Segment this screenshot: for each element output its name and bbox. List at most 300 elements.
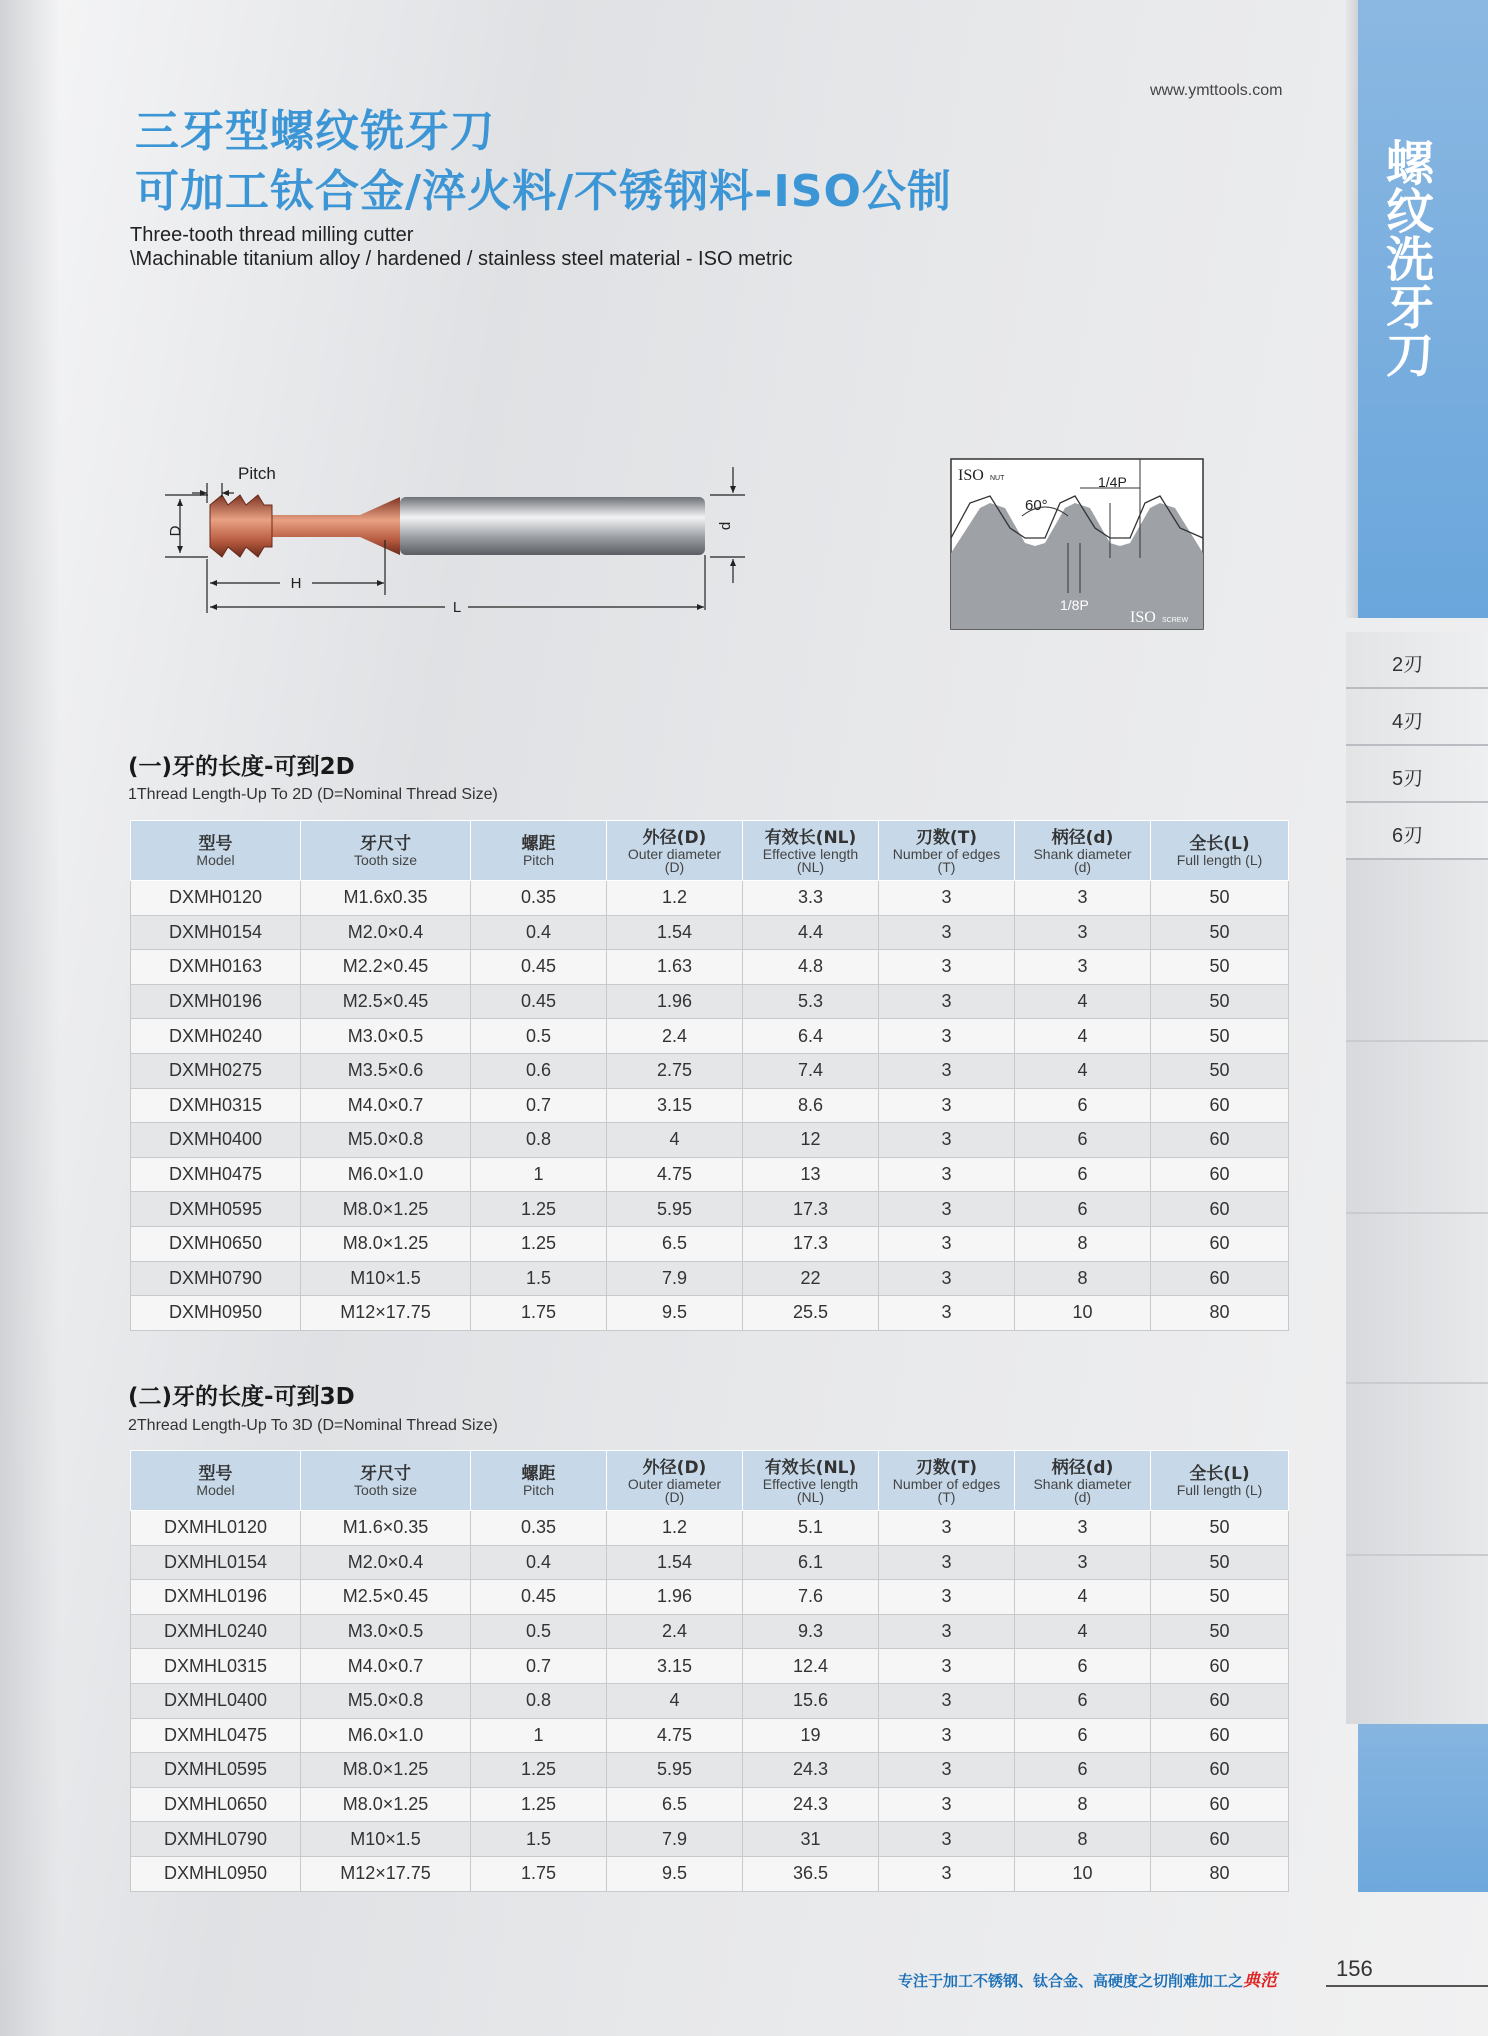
- sidebar-title: 螺纹洗牙刀: [1385, 136, 1434, 384]
- table-cell: DXMH0196: [131, 984, 301, 1019]
- sidebar-strip: [1346, 1040, 1488, 1212]
- table-cell: 19: [743, 1718, 879, 1753]
- section2-subtitle: 2Thread Length-Up To 3D (D=Nominal Thread Size): [128, 1417, 498, 1434]
- column-header-zh: 型号: [198, 1464, 233, 1484]
- iso-thread-profile-diagram: [950, 458, 1205, 630]
- table-cell: 3.3: [743, 881, 879, 916]
- column-header: [301, 821, 471, 881]
- table-cell: 6.5: [607, 1226, 743, 1261]
- table-cell: 8: [1015, 1822, 1151, 1857]
- table-cell: DXMH0275: [131, 1053, 301, 1088]
- table-cell: 6: [1015, 1192, 1151, 1227]
- table-cell: 0.7: [471, 1088, 607, 1123]
- table-cell: DXMH0595: [131, 1192, 301, 1227]
- outer-diameter-label: D: [167, 525, 184, 537]
- section2-title: (二)牙的长度-可到3D: [128, 1384, 355, 1410]
- column-header-zh: 全长(L): [1189, 834, 1250, 854]
- eighth-pitch-label: 1/8P: [1060, 597, 1089, 613]
- column-header: [607, 1451, 743, 1511]
- table-cell: 50: [1151, 1053, 1289, 1088]
- table-cell: 4: [1015, 1614, 1151, 1649]
- table-cell: 6.4: [743, 1019, 879, 1054]
- table-cell: 1.2: [607, 1511, 743, 1546]
- table-cell: M6.0×1.0: [301, 1157, 471, 1192]
- sidebar-bottom-block: [1358, 1724, 1488, 1892]
- column-header-unit: (D): [664, 858, 685, 875]
- column-header-en: Tooth size: [353, 1482, 418, 1498]
- iso-nut-sub: NUT: [990, 475, 1005, 482]
- table-cell: 80: [1151, 1296, 1289, 1331]
- table-cell: 4: [607, 1123, 743, 1158]
- column-header-en: Model: [196, 1482, 235, 1498]
- table-cell: 60: [1151, 1683, 1289, 1718]
- table-cell: 4: [607, 1683, 743, 1718]
- table-cell: 31: [743, 1822, 879, 1857]
- table-cell: M12×17.75: [301, 1856, 471, 1891]
- table-cell: 3: [879, 1822, 1015, 1857]
- table-cell: M2.0×0.4: [301, 1545, 471, 1580]
- table-cell: 3: [879, 915, 1015, 950]
- table-cell: 1.63: [607, 950, 743, 985]
- column-header-zh: 刃数(T): [915, 827, 978, 848]
- table-cell: 3: [1015, 1511, 1151, 1546]
- table-cell: DXMHL0790: [131, 1822, 301, 1857]
- spec-table-2d: [130, 820, 1289, 1331]
- table-row: [131, 1545, 1289, 1580]
- table-cell: DXMH0154: [131, 915, 301, 950]
- column-header-zh: 型号: [198, 834, 233, 854]
- table-cell: 1.54: [607, 1545, 743, 1580]
- column-header: [471, 821, 607, 881]
- table-cell: 2.75: [607, 1053, 743, 1088]
- table-cell: 3: [879, 1614, 1015, 1649]
- table-cell: 9.5: [607, 1296, 743, 1331]
- column-header-en: Shank diameter: [1033, 1475, 1132, 1492]
- page-title-line1: 三牙型螺纹铣牙刀: [135, 106, 495, 157]
- table-cell: 3: [879, 1856, 1015, 1891]
- table-cell: DXMHL0650: [131, 1787, 301, 1822]
- table-cell: M8.0×1.25: [301, 1226, 471, 1261]
- table-cell: 3: [879, 1787, 1015, 1822]
- table-row: [131, 1123, 1289, 1158]
- table-cell: 60: [1151, 1157, 1289, 1192]
- column-header-zh: 有效长(NL): [764, 1457, 857, 1478]
- column-header-en: Number of edges: [892, 1475, 1001, 1492]
- table-cell: 0.4: [471, 915, 607, 950]
- table-cell: 60: [1151, 1261, 1289, 1296]
- page-edge-shadow: [0, 0, 60, 2036]
- table-cell: 1.75: [471, 1296, 607, 1331]
- table-row: [131, 1649, 1289, 1684]
- column-header: [743, 1451, 879, 1511]
- table-cell: 9.5: [607, 1856, 743, 1891]
- table-cell: 50: [1151, 1019, 1289, 1054]
- table-row: [131, 1192, 1289, 1227]
- table-cell: 5.3: [743, 984, 879, 1019]
- column-header-en: Effective length: [762, 845, 859, 862]
- table-cell: DXMH0475: [131, 1157, 301, 1192]
- table-cell: 3: [879, 1019, 1015, 1054]
- table-cell: M4.0×0.7: [301, 1088, 471, 1123]
- sidebar-edge: [1346, 0, 1358, 618]
- table-cell: 60: [1151, 1649, 1289, 1684]
- column-header-en: Effective length: [762, 1475, 859, 1492]
- table-cell: 10: [1015, 1856, 1151, 1891]
- table-row: [131, 1296, 1289, 1331]
- column-header-unit: (NL): [796, 858, 825, 875]
- table-cell: M2.2×0.45: [301, 950, 471, 985]
- column-header: [879, 821, 1015, 881]
- table-row: [131, 1718, 1289, 1753]
- table-cell: 3.15: [607, 1088, 743, 1123]
- sidebar-tab-6-edge[interactable]: 6刃: [1346, 803, 1488, 860]
- table-cell: 15.6: [743, 1683, 879, 1718]
- table-cell: 1.5: [471, 1261, 607, 1296]
- table-cell: 0.5: [471, 1019, 607, 1054]
- column-header-unit: (NL): [796, 1488, 825, 1505]
- table-cell: 3: [879, 1580, 1015, 1615]
- spec-table-3d: [130, 1450, 1289, 1892]
- table-cell: 1.2: [607, 881, 743, 916]
- table-cell: 1: [471, 1157, 607, 1192]
- table-row: [131, 1787, 1289, 1822]
- table-cell: 0.45: [471, 950, 607, 985]
- table-cell: 3: [879, 1683, 1015, 1718]
- table-cell: 6.5: [607, 1787, 743, 1822]
- table-cell: 3: [879, 1192, 1015, 1227]
- sidebar-tab-2-edge[interactable]: 2刃: [1346, 632, 1488, 689]
- table-cell: 3: [879, 1123, 1015, 1158]
- table-row: [131, 1614, 1289, 1649]
- table-cell: 24.3: [743, 1753, 879, 1788]
- table-cell: 0.7: [471, 1649, 607, 1684]
- table-cell: 8: [1015, 1261, 1151, 1296]
- column-header-en: Full length (L): [1176, 852, 1263, 868]
- sidebar-strip: [1346, 1382, 1488, 1554]
- column-header-zh: 全长(L): [1189, 1464, 1250, 1484]
- table-row: [131, 1822, 1289, 1857]
- table-cell: DXMH0120: [131, 881, 301, 916]
- table-cell: 3: [879, 881, 1015, 916]
- table-cell: 1.96: [607, 1580, 743, 1615]
- section1-title: (一)牙的长度-可到2D: [128, 754, 355, 780]
- table-cell: 7.9: [607, 1822, 743, 1857]
- table-cell: M8.0×1.25: [301, 1787, 471, 1822]
- effective-length-label: H: [290, 575, 302, 592]
- table-cell: 22: [743, 1261, 879, 1296]
- table-row: [131, 1019, 1289, 1054]
- table-row: [131, 1753, 1289, 1788]
- table-cell: M5.0×0.8: [301, 1123, 471, 1158]
- table-cell: DXMHL0950: [131, 1856, 301, 1891]
- page-subtitle-line1: Three-tooth thread milling cutter: [130, 224, 414, 246]
- table-cell: 7.9: [607, 1261, 743, 1296]
- pitch-label: Pitch: [238, 464, 276, 483]
- table-cell: 60: [1151, 1226, 1289, 1261]
- slogan-main: 专注于加工不锈钢、钛合金、高硬度之切削难加工之: [898, 1972, 1244, 1990]
- table-cell: 2.4: [607, 1019, 743, 1054]
- column-header-en: Pitch: [522, 852, 555, 868]
- table-row: [131, 1157, 1289, 1192]
- section1-subtitle: 1Thread Length-Up To 2D (D=Nominal Thread Size): [128, 786, 498, 803]
- column-header-zh: 有效长(NL): [764, 827, 857, 848]
- table-cell: DXMHL0120: [131, 1511, 301, 1546]
- table-cell: 6: [1015, 1683, 1151, 1718]
- table-cell: M3.0×0.5: [301, 1614, 471, 1649]
- table-cell: 12: [743, 1123, 879, 1158]
- table-row: [131, 1856, 1289, 1891]
- table-cell: 50: [1151, 1545, 1289, 1580]
- table-cell: DXMH0400: [131, 1123, 301, 1158]
- table-cell: 0.35: [471, 881, 607, 916]
- table-cell: 3: [1015, 950, 1151, 985]
- table-cell: 1.96: [607, 984, 743, 1019]
- table-cell: 0.5: [471, 1614, 607, 1649]
- column-header-en: Model: [196, 852, 235, 868]
- table-cell: 9.3: [743, 1614, 879, 1649]
- tool-dimension-diagram: [150, 455, 770, 625]
- table-cell: M6.0×1.0: [301, 1718, 471, 1753]
- column-header-unit: (d): [1073, 858, 1092, 875]
- column-header: [607, 821, 743, 881]
- table-cell: 50: [1151, 1511, 1289, 1546]
- column-header-en: Pitch: [522, 1482, 555, 1498]
- table-cell: 1: [471, 1718, 607, 1753]
- column-header-unit: (T): [937, 1488, 956, 1505]
- column-header-en: Tooth size: [353, 852, 418, 868]
- column-header: [131, 1451, 301, 1511]
- table-cell: 3: [879, 1226, 1015, 1261]
- table-cell: M12×17.75: [301, 1296, 471, 1331]
- table-cell: 6: [1015, 1753, 1151, 1788]
- table-cell: 0.45: [471, 1580, 607, 1615]
- table-cell: DXMH0790: [131, 1261, 301, 1296]
- table-cell: 24.3: [743, 1787, 879, 1822]
- table-row: [131, 881, 1289, 916]
- column-header-zh: 柄径(d): [1051, 827, 1114, 848]
- table-cell: 3: [879, 1649, 1015, 1684]
- table-cell: 3: [879, 1545, 1015, 1580]
- table-cell: 80: [1151, 1856, 1289, 1891]
- shank-shape: [400, 497, 705, 555]
- table-cell: M8.0×1.25: [301, 1192, 471, 1227]
- column-header-en: Shank diameter: [1033, 845, 1132, 862]
- table-cell: 60: [1151, 1787, 1289, 1822]
- column-header-en: Full length (L): [1176, 1482, 1263, 1498]
- table-cell: DXMHL0400: [131, 1683, 301, 1718]
- table-cell: 8.6: [743, 1088, 879, 1123]
- table-cell: 0.8: [471, 1123, 607, 1158]
- page-number: 156: [1336, 1956, 1373, 1981]
- table-cell: 3: [879, 1157, 1015, 1192]
- table-cell: 0.8: [471, 1683, 607, 1718]
- table-cell: 6.1: [743, 1545, 879, 1580]
- table-cell: 3: [879, 1753, 1015, 1788]
- column-header-unit: (T): [937, 858, 956, 875]
- column-header: [301, 1451, 471, 1511]
- table-cell: 3: [879, 1718, 1015, 1753]
- table-cell: 0.4: [471, 1545, 607, 1580]
- table-cell: M5.0×0.8: [301, 1683, 471, 1718]
- table-cell: 4.4: [743, 915, 879, 950]
- column-header: [1015, 821, 1151, 881]
- table-cell: 3: [879, 1088, 1015, 1123]
- table-cell: M8.0×1.25: [301, 1753, 471, 1788]
- table-cell: 50: [1151, 984, 1289, 1019]
- sidebar-strip: [1346, 1212, 1488, 1382]
- table-cell: DXMHL0240: [131, 1614, 301, 1649]
- table-cell: 1.54: [607, 915, 743, 950]
- column-header: [743, 821, 879, 881]
- shank-diameter-label: d: [717, 521, 734, 531]
- table-cell: 1.25: [471, 1192, 607, 1227]
- table-cell: 8: [1015, 1787, 1151, 1822]
- table-cell: 60: [1151, 1123, 1289, 1158]
- column-header-en: Number of edges: [892, 845, 1001, 862]
- table-cell: 0.6: [471, 1053, 607, 1088]
- column-header-zh: 外径(D): [642, 1457, 707, 1478]
- sidebar-tab-4-edge[interactable]: 4刃: [1346, 689, 1488, 746]
- table-cell: M2.5×0.45: [301, 1580, 471, 1615]
- table-cell: DXMH0315: [131, 1088, 301, 1123]
- table-row: [131, 1053, 1289, 1088]
- column-header: [131, 821, 301, 881]
- full-length-label: L: [452, 599, 462, 616]
- table-cell: 17.3: [743, 1192, 879, 1227]
- iso-screw-sub: SCREW: [1162, 617, 1189, 624]
- table-cell: 60: [1151, 1088, 1289, 1123]
- table-row: [131, 1088, 1289, 1123]
- website-url[interactable]: www.ymttools.com: [1150, 82, 1283, 99]
- table-cell: DXMHL0595: [131, 1753, 301, 1788]
- table-cell: 0.35: [471, 1511, 607, 1546]
- table-cell: M10×1.5: [301, 1822, 471, 1857]
- table-cell: 36.5: [743, 1856, 879, 1891]
- column-header: [1151, 1451, 1289, 1511]
- table-row: [131, 950, 1289, 985]
- table-cell: 50: [1151, 881, 1289, 916]
- table-cell: DXMHL0196: [131, 1580, 301, 1615]
- column-header-unit: (d): [1073, 1488, 1092, 1505]
- page-title-line2: 可加工钛合金/淬火料/不锈钢料-ISO公制: [135, 166, 952, 217]
- table-cell: 7.4: [743, 1053, 879, 1088]
- table-cell: 17.3: [743, 1226, 879, 1261]
- table-cell: DXMH0650: [131, 1226, 301, 1261]
- table-cell: M2.5×0.45: [301, 984, 471, 1019]
- table-row: [131, 1683, 1289, 1718]
- sidebar-strip: [1346, 860, 1488, 1040]
- table-cell: 50: [1151, 1580, 1289, 1615]
- table-cell: 6: [1015, 1157, 1151, 1192]
- table-cell: 8: [1015, 1226, 1151, 1261]
- table-row: [131, 915, 1289, 950]
- table-row: [131, 1226, 1289, 1261]
- table-cell: 4.75: [607, 1157, 743, 1192]
- table-cell: 3: [1015, 1545, 1151, 1580]
- table-cell: 6: [1015, 1088, 1151, 1123]
- table-header-row: [131, 821, 1289, 881]
- column-header-zh: 刃数(T): [915, 1457, 978, 1478]
- table-row: [131, 984, 1289, 1019]
- table-cell: 4.75: [607, 1718, 743, 1753]
- table-cell: 2.4: [607, 1614, 743, 1649]
- column-header-en: Outer diameter: [627, 845, 722, 862]
- thread-teeth-shape: [210, 495, 272, 557]
- angle-label: 60°: [1025, 497, 1048, 514]
- table-cell: 60: [1151, 1192, 1289, 1227]
- page-number-rule: [1326, 1985, 1488, 1987]
- table-cell: 1.75: [471, 1856, 607, 1891]
- table-cell: M4.0×0.7: [301, 1649, 471, 1684]
- table-cell: DXMH0240: [131, 1019, 301, 1054]
- table-cell: 1.25: [471, 1753, 607, 1788]
- column-header: [471, 1451, 607, 1511]
- table-cell: 10: [1015, 1296, 1151, 1331]
- table-header-row: [131, 1451, 1289, 1511]
- table-row: [131, 1580, 1289, 1615]
- table-cell: M1.6×0.35: [301, 1511, 471, 1546]
- sidebar-tab-5-edge[interactable]: 5刃: [1346, 746, 1488, 803]
- table-row: [131, 1511, 1289, 1546]
- table-cell: 3: [879, 984, 1015, 1019]
- table-cell: 4.8: [743, 950, 879, 985]
- column-header: [879, 1451, 1015, 1511]
- table-cell: 6: [1015, 1649, 1151, 1684]
- table-cell: 12.4: [743, 1649, 879, 1684]
- table-cell: DXMH0163: [131, 950, 301, 985]
- column-header-zh: 螺距: [521, 1464, 556, 1484]
- table-cell: 0.45: [471, 984, 607, 1019]
- table-cell: 4: [1015, 984, 1151, 1019]
- column-header-unit: (D): [664, 1488, 685, 1505]
- table-cell: 50: [1151, 950, 1289, 985]
- footer-slogan: [898, 1966, 1277, 1991]
- table-cell: 5.95: [607, 1192, 743, 1227]
- table-cell: 4: [1015, 1580, 1151, 1615]
- column-header-zh: 螺距: [521, 834, 556, 854]
- table-cell: 25.5: [743, 1296, 879, 1331]
- table-cell: 3: [879, 1511, 1015, 1546]
- table-cell: 4: [1015, 1053, 1151, 1088]
- table-cell: 3: [1015, 915, 1151, 950]
- table-cell: 4: [1015, 1019, 1151, 1054]
- column-header-zh: 外径(D): [642, 827, 707, 848]
- column-header: [1151, 821, 1289, 881]
- table-cell: M3.0×0.5: [301, 1019, 471, 1054]
- table-cell: 3: [879, 1296, 1015, 1331]
- table-cell: 60: [1151, 1822, 1289, 1857]
- table-cell: DXMH0950: [131, 1296, 301, 1331]
- table-cell: 3: [879, 950, 1015, 985]
- table-cell: 1.5: [471, 1822, 607, 1857]
- column-header-zh: 柄径(d): [1051, 1457, 1114, 1478]
- column-header: [1015, 1451, 1151, 1511]
- table-cell: 6: [1015, 1123, 1151, 1158]
- table-row: [131, 1261, 1289, 1296]
- table-cell: 6: [1015, 1718, 1151, 1753]
- iso-nut-label: ISO: [958, 467, 984, 484]
- table-cell: 50: [1151, 915, 1289, 950]
- table-cell: DXMHL0475: [131, 1718, 301, 1753]
- quarter-pitch-label: 1/4P: [1098, 474, 1127, 490]
- table-cell: M10×1.5: [301, 1261, 471, 1296]
- table-cell: 3: [879, 1053, 1015, 1088]
- table-cell: 5.95: [607, 1753, 743, 1788]
- table-cell: M1.6x0.35: [301, 881, 471, 916]
- table-cell: M2.0×0.4: [301, 915, 471, 950]
- column-header-zh: 牙尺寸: [360, 834, 411, 854]
- sidebar-strip: [1346, 1554, 1488, 1724]
